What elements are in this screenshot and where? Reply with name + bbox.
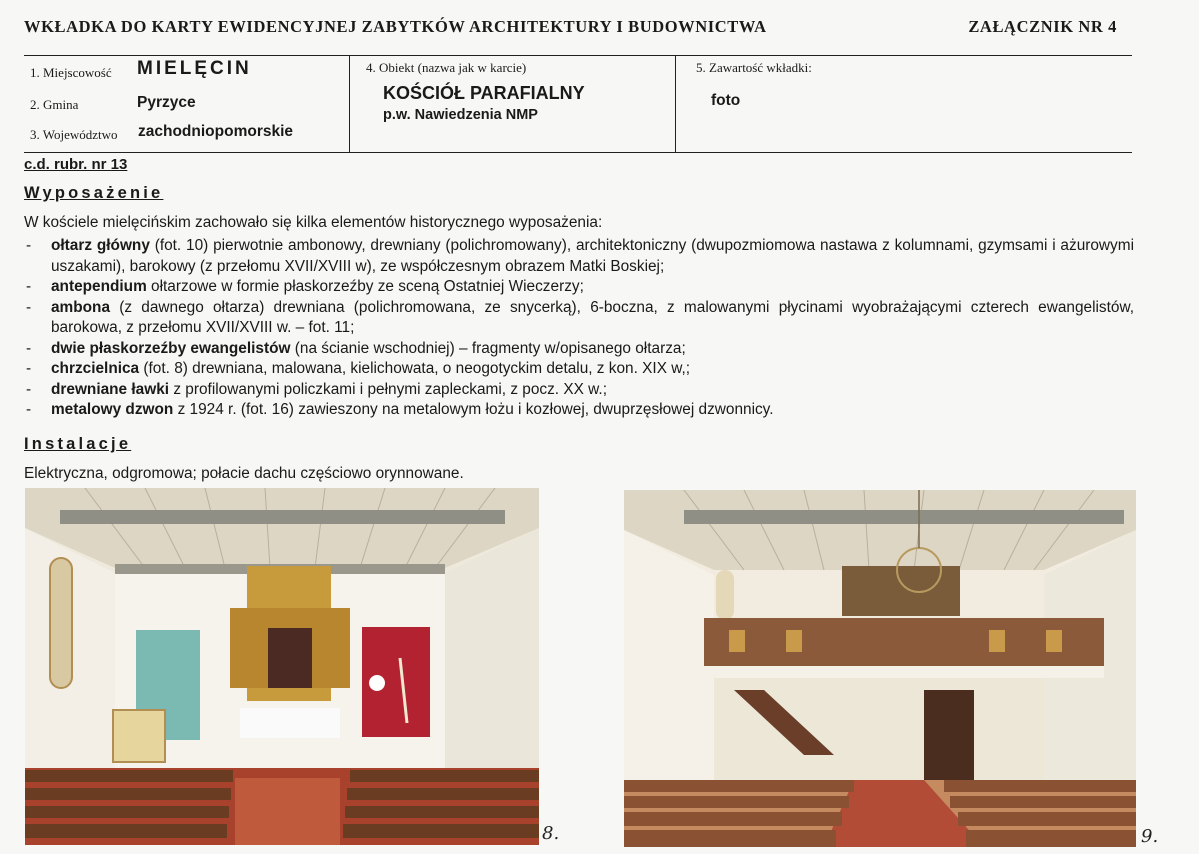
form-divider-1 <box>349 56 350 152</box>
list-item: - antependium ołtarzowe w formie płaskorzeźby ze sceną Ostatniej Wieczerzy; <box>26 278 584 295</box>
equipment-intro: W kościele mielęcińskim zachowało się kilka elementów historycznego wyposażenia: <box>24 214 603 231</box>
object-value: KOŚCIÓŁ PARAFIALNY <box>383 83 585 103</box>
commune-value: Pyrzyce <box>137 94 196 111</box>
item-description: ołtarzowe w formie płaskorzeźby ze sceną Ostatniej Wieczerzy; <box>146 278 584 295</box>
list-item: - metalowy dzwon z 1924 r. (fot. 16) zawieszony na metalowym łożu i kozłowej, dwuprzęsłowej dzwonnicy. <box>26 401 774 418</box>
list-item: - chrzcielnica (fot. 8) drewniana, malowana, kielichowata, o neogotyckim detalu, z kon. XIX w,; <box>26 360 691 377</box>
item-name: dwie płaskorzeźby ewangelistów <box>51 339 291 357</box>
item-name: ołtarz główny <box>51 237 150 254</box>
item-name: ambona <box>51 298 111 316</box>
item-name: metalowy dzwon <box>51 401 174 418</box>
photo-gallery-interior <box>624 490 1136 847</box>
photo-altar-interior <box>25 488 539 845</box>
list-item: - ambona (z dawnego ołtarza) drewniana (polichromowana, ze snycerką), 6-boczna, z malowanymi płycinami wyobrażającymi czterech ewangelistów, barokowa, z przełomu XVII/XVIII w. – fot. 11; <box>26 298 1134 336</box>
list-item: - drewniane ławki z profilowanymi policzkami i pełnymi zapleckami, z pocz. XX w.; <box>26 380 607 398</box>
form-top-rule <box>24 55 1132 56</box>
item-description: (fot. 8) drewniana, malowana, kielichowata, o neogotyckim detalu, z kon. XIX w,; <box>139 360 691 377</box>
form-bottom-rule <box>24 152 1132 153</box>
item-name: chrzcielnica <box>51 360 140 377</box>
voivodeship-value: zachodniopomorskie <box>138 123 294 140</box>
item-name: drewniane ławki <box>51 380 170 398</box>
continuation-note: c.d. rubr. nr 13 <box>24 156 128 173</box>
equipment-list <box>24 236 1134 421</box>
commune-label: 2. Gmina <box>30 97 79 112</box>
item-name: antependium <box>51 278 147 295</box>
annex-number: ZAŁĄCZNIK NR 4 <box>968 17 1117 36</box>
form-divider-2 <box>675 56 676 152</box>
photo-number: 9. <box>1141 826 1159 847</box>
item-description: (na ścianie wschodniej) – fragmenty w/opisanego ołtarza; <box>290 339 686 357</box>
item-description: z profilowanymi policzkami i pełnymi zapleckami, z pocz. XX w.; <box>169 380 607 398</box>
installations-text: Elektryczna, odgromowa; połacie dachu częściowo orynnowane. <box>24 465 464 482</box>
document-title: WKŁADKA DO KARTY EWIDENCYJNEJ ZABYTKÓW ARCHITEKTURY I BUDOWNICTWA <box>24 17 767 36</box>
equipment-heading: Wyposażenie <box>24 184 164 202</box>
content-label: 5. Zawartość wkładki: <box>696 60 812 75</box>
item-description: (fot. 10) pierwotnie ambonowy, drewniany (polichromowany), architektoniczny (dwupozmiomowa nastawa z kolumnami, gzymsami i ażurowymi uszakami), barokowy (z przełomu XVII/XVIII w), ze współczesnym obrazem Matki Boskiej; <box>51 237 1134 275</box>
item-description: (z dawnego ołtarza) drewniana (polichromowana, ze snycerką), 6-boczna, z malowanymi płycinami wyobrażającymi czterech ewangelistów, barokowa, z przełomu XVII/XVIII w. – fot. 11; <box>51 298 1134 336</box>
photo-number: 8. <box>542 823 560 844</box>
locality-label: 1. Miejscowość <box>30 65 112 80</box>
locality-value: MIELĘCIN <box>137 58 252 79</box>
list-item: - ołtarz główny (fot. 10) pierwotnie ambonowy, drewniany (polichromowany), architektoniczny (dwupozmiomowa nastawa z kolumnami, gzymsami i ażurowymi uszakami), barokowy (z przełomu XVII/XVIII w), ze współczesnym obrazem Matki Boskiej; <box>26 237 1134 275</box>
object-label: 4. Obiekt (nazwa jak w karcie) <box>366 60 527 75</box>
item-description: z 1924 r. (fot. 16) zawieszony na metalowym łożu i kozłowej, dwuprzęsłowej dzwonnicy. <box>173 401 774 418</box>
list-item: - dwie płaskorzeźby ewangelistów (na ścianie wschodniej) – fragmenty w/opisanego ołtarza; <box>26 339 686 357</box>
object-subtitle: p.w. Nawiedzenia NMP <box>383 107 538 123</box>
installations-heading: Instalacje <box>24 435 132 453</box>
voivodeship-label: 3. Województwo <box>30 127 118 142</box>
content-value: foto <box>711 92 741 109</box>
